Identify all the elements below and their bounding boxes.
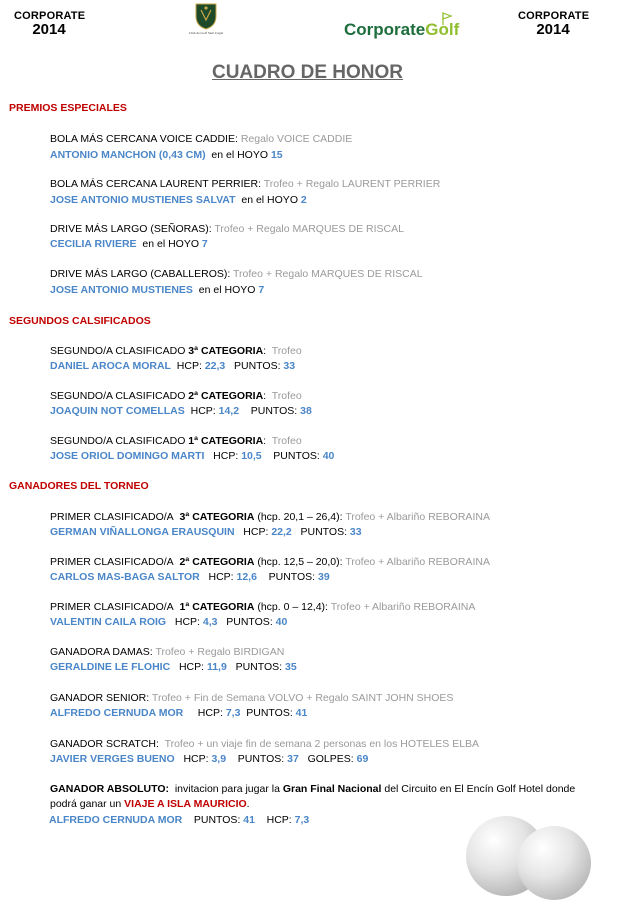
- absoluto-line1: GANADOR ABSOLUTO: invitacion para jugar la Gran Final Nacional del Circuito en El Encín Golf Hotel donde: [50, 783, 576, 795]
- corporate-golf-logo: CorporateGolf: [344, 20, 460, 39]
- prize-line: DRIVE MÁS LARGO (CABALLEROS): Trofeo + Regalo MARQUES DE RISCAL: [50, 268, 423, 280]
- winner-line: ALFREDO CERNUDA MOR PUNTOS: 41 HCP: 7,3: [49, 814, 310, 826]
- winner-line: GERMAN VIÑALLONGA ERAUSQUIN HCP: 22,2 PUNTOS: 33: [50, 526, 362, 538]
- prize-line: GANADOR SCRATCH: Trofeo + un viaje fin de semana 2 personas en los HOTELES ELBA: [50, 738, 480, 750]
- section-heading-especiales: PREMIOS ESPECIALES: [9, 102, 127, 114]
- badge-line2: 2014: [32, 21, 66, 38]
- winner-line: ANTONIO MANCHON (0,43 CM) en el HOYO 15: [50, 149, 283, 161]
- corporate-2014-badge-right: [518, 10, 588, 36]
- prize-line: SEGUNDO/A CLASIFICADO 3ª CATEGORIA: Trofeo: [50, 345, 302, 357]
- prize-line: PRIMER CLASIFICADO/A 1ª CATEGORIA (hcp. 0 – 12,4): Trofeo + Albariño REBORAINA: [50, 601, 476, 613]
- page-title: CUADRO DE HONOR: [211, 62, 404, 83]
- winner-line: CARLOS MAS-BAGA SALTOR HCP: 12,6 PUNTOS: 39: [50, 571, 330, 583]
- prize-line: DRIVE MÁS LARGO (SEÑORAS): Trofeo + Regalo MARQUES DE RISCAL: [50, 223, 404, 235]
- badge-line2: 2014: [536, 21, 570, 38]
- prize-line: BOLA MÁS CERCANA LAURENT PERRIER: Trofeo + Regalo LAURENT PERRIER: [50, 178, 441, 190]
- prize-line: PRIMER CLASIFICADO/A 3ª CATEGORIA (hcp. 20,1 – 26,4): Trofeo + Albariño REBORAINA: [50, 511, 490, 523]
- section-heading-ganadores: GANADORES DEL TORNEO: [9, 480, 149, 492]
- corporate-2014-badge-left: [14, 10, 84, 36]
- badge-line1: CORPORATE: [14, 10, 86, 22]
- winner-line: ALFREDO CERNUDA MOR HCP: 7,3 PUNTOS: 41: [50, 707, 308, 719]
- winner-line: JOSE ANTONIO MUSTIENES en el HOYO 7: [50, 284, 265, 296]
- winner-line: DANIEL AROCA MORAL HCP: 22,3 PUNTOS: 33: [50, 360, 296, 372]
- golf-flag-icon: [440, 12, 454, 26]
- club-name: Club de Golf Sant Cugat: [188, 31, 224, 35]
- prize-line: GANADORA DAMAS: Trofeo + Regalo BIRDIGAN: [50, 646, 285, 658]
- winner-line: CECILIA RIVIERE en el HOYO 7: [50, 238, 208, 250]
- badge-line1: CORPORATE: [518, 10, 590, 22]
- winner-line: JAVIER VERGES BUENO HCP: 3,9 PUNTOS: 37 GOLPES: 69: [50, 753, 369, 765]
- winner-line: VALENTIN CAILA ROIG HCP: 4,3 PUNTOS: 40: [50, 616, 288, 628]
- winner-line: JOSE ANTONIO MUSTIENES SALVAT en el HOYO 2: [50, 194, 307, 206]
- prize-line: SEGUNDO/A CLASIFICADO 1ª CATEGORIA: Trofeo: [50, 435, 302, 447]
- prize-line: PRIMER CLASIFICADO/A 2ª CATEGORIA (hcp. 12,5 – 20,0): Trofeo + Albariño REBORAINA: [50, 556, 490, 568]
- winner-line: JOSE ORIOL DOMINGO MARTI HCP: 10,5 PUNTOS: 40: [50, 450, 335, 462]
- prize-line: BOLA MÁS CERCANA VOICE CADDIE: Regalo VOICE CADDIE: [50, 133, 353, 145]
- club-crest-icon: [194, 2, 218, 30]
- absoluto-line2: podrá ganar un VIAJE A ISLA MAURICIO.: [50, 798, 250, 810]
- prize-line: GANADOR SENIOR: Trofeo + Fin de Semana VOLVO + Regalo SAINT JOHN SHOES: [50, 692, 454, 704]
- winner-line: JOAQUIN NOT COMELLAS HCP: 14,2 PUNTOS: 38: [50, 405, 312, 417]
- winner-line: GERALDINE LE FLOHIC HCP: 11,9 PUNTOS: 35: [50, 661, 297, 673]
- prize-line: SEGUNDO/A CLASIFICADO 2ª CATEGORIA: Trofeo: [50, 390, 302, 402]
- golf-ball-icon: [517, 826, 591, 900]
- section-heading-segundos: SEGUNDOS CALSIFICADOS: [9, 315, 151, 327]
